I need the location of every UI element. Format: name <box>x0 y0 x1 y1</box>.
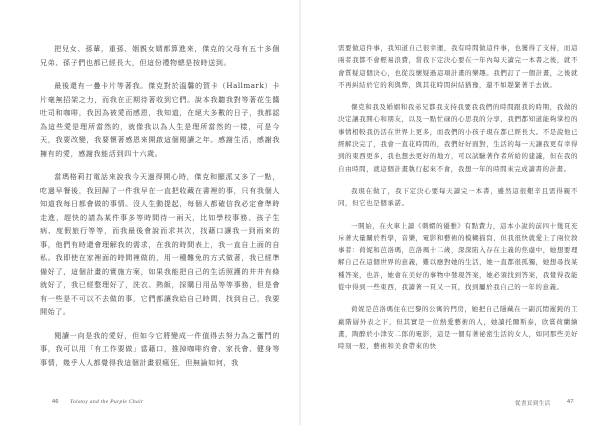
left-page-body <box>40 42 280 379</box>
right-paragraph-3: 我現在做了，我下定決心要每天讀完一本書，雖然這很艱辛且需得親不同，但它也是個承諾。 <box>338 186 578 208</box>
left-paragraph-2: 最後還有一疊卡片等著我。傑克對於溫馨的賀卡（Hallmark）卡片毫無招架之力，而我在正期待著收到它們。說本我聽我對等著花生醬吐司和咖啡，我因為被愛而感恩，我知道，在絕大多數的日子，我都認為這些愛是理所當然的，就像我以為人生是理所當然的一樣，可是今天，我要改變，我要懷著感恩來開啟這個閱讀之年。感謝生活，感謝我擁有的愛，感謝我能活到四十六歲。 <box>40 81 280 158</box>
right-paragraph-2: 傑克和我及婚姻和我弟兄都我支持我要我我們的時間跟我的時期，我做的決定讓我開心和朋友，以及一點忙碌的心思我的分享，我們都知道能夠掌控的事情相較我仍活在世界上更多，而我們的小孩子現在都已經長大。不是說他已經解決完了，我會一直花時間的，我們好好面對，生活的每一天讓我更有幸得到的東西更多，我也想去更好的地方，可以試驗著作者所給的建議，但在我的自由時間，就這個計畫執行起來不會，我想一年的時間來完成讀書的計畫。 <box>338 103 578 173</box>
left-paragraph-4: 閱讀一向是我的愛好，但如今它將變成一件值得去努力為之奮鬥的事，我可以用「有工作要做」當藉口，推掉咖啡約會、家長會、健身等事情，幾乎人人都覺得我這個計畫很瘋狂，但無論如何，我 <box>40 330 280 367</box>
left-paragraph-1: 把兒女、孫輩，重孫、姻親女婿都算進來，傑克的父母有五十多個兄弟、孫子們也都已經長大，但這份禮物總是按時送到。 <box>40 44 280 67</box>
left-paragraph-3: 當瑪格莉打電話來說我今天過得開心時，傑克和顯派又多了一點，吃過早餐後，我回歸了一件我早在一直把收藏在書裡的事，只有我個人知道我每日都會做的事情。沒人生動提起，每個人都確信我必定會準時走進，趕快的請為某件事多等時間待一兩天，比如學校事務、孩子生病、度假旅行等等，而我最後會說而求其次，找藉口讓我一到雨來的事，他們有時還會理解我的需求，在我的時間表上，我一直自上面的自私。我即使在家裡面的時間裡做的，用一種難免的方式做著，我已經準備好了，這個計畫的實施方案，如果我能把自己的生活照護的井井有條就好了，我已經整理好了，洗衣、熱飯，採購日用品等等事務，但是會有一些是不可以不去做的事，它們都讓我給自己時間，找到自己，我要開始了。 <box>40 172 280 316</box>
left-page <box>0 0 299 425</box>
right-page-body <box>338 42 578 363</box>
right-page-number: 47 <box>567 399 574 405</box>
left-running-title: Tolstoy and the Purple Chair <box>70 399 144 405</box>
right-page <box>301 0 600 425</box>
right-paragraph-4: 一開始，在火車上讀《刺蝟的優雅》有點費力，這本小說的前四十幾頁充斥著大量關於哲學，音樂，電影和藝術的模糊描寫，但我很快就愛上了兩位敘事者：荷妮和芭洛瑪，芭洛瑪十二歲，深深陷入存在主義的焦慮中，她想要理解自己在這個世界的意義，難以應對她的生活，她一直都很孤獨，她想尋找某種答案，也許，她會在美好的事物中發現答案，她必須找到答案，我覺得我能從中得到一些東西，我讀著一頁又一頁，找到屬於我自己的一年的意義。 <box>338 221 578 292</box>
right-paragraph-1: 需要做這件事，我知道自己很幸運，我有時間做這件事，也獲得了支持，而這兩者我都不會輕易浪費，當我下定決心要在一年內每天讀完一本書之後，就不會質疑這個決心，也從沒懷疑過這項計畫的樂趣。我們訂了一個計畫，之後就不再糾結於它的利與弊，與其花時間糾結猶豫，還不如趕緊著手去做。 <box>338 44 578 89</box>
right-paragraph-5: 荷妮是芭洛瑪住在巴黎的公寓的門房，她把自己隱藏在一副沉悶遲鈍的工廠階層外表之下，但其實是一位熱愛藝術的人，她讀托爾斯泰，欣賞荷蘭繪畫，陶醉於小津安二郎的電影，這是一個有著祕密生活的女人，如同那些美好時刻一般，藝術和美食帶來的快 <box>338 305 578 351</box>
right-running-title: 從書頁到生活 <box>515 401 551 407</box>
left-page-number: 46 <box>52 399 59 405</box>
